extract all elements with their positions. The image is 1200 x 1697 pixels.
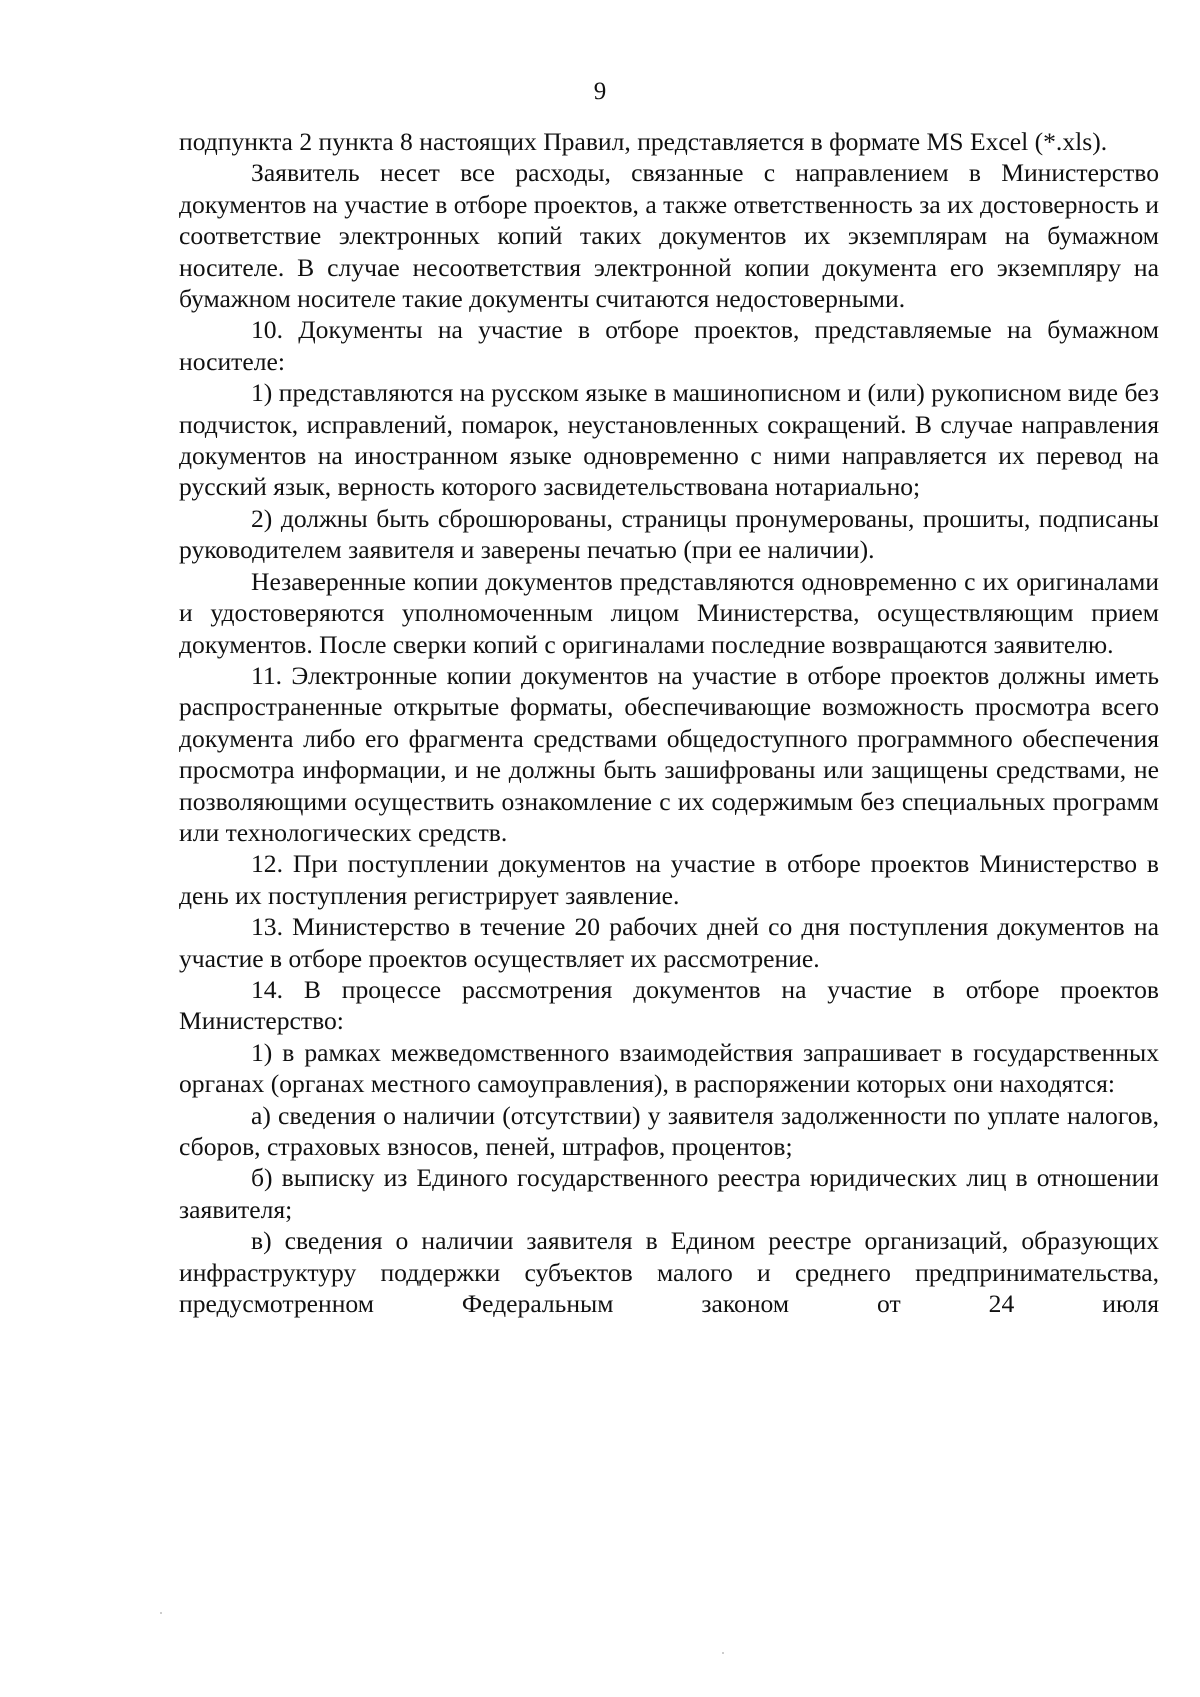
paragraph: 10. Документы на участие в отборе проектов, представляемые на бумажном носителе: [179,315,1159,376]
paragraph: б) выписку из Единого государственного реестра юридических лиц в отношении заявителя; [179,1163,1159,1224]
document-body [179,126,1159,1319]
paragraph: подпункта 2 пункта 8 настоящих Правил, представляется в формате MS Excel (*.xls). [179,127,1108,156]
scan-speck [722,1652,724,1654]
paragraph: 1) представляются на русском языке в машинописном и (или) рукописном виде без подчисток, исправлений, помарок, неустановленных сокращений. В случае направления документов на иностранном языке одновременно с ними направляется их перевод на русский язык, верность которого засвидетельствована нотариально; [179,378,1159,502]
page-number: 9 [593,78,607,105]
paragraph: Незаверенные копии документов представляются одновременно с их оригиналами и удостоверяются уполномоченным лицом Министерства, осуществляющим прием документов. После сверки копий с оригиналами последние возвращаются заявителю. [179,566,1159,659]
paragraph: 12. При поступлении документов на участие в отборе проектов Министерство в день их поступления регистрирует заявление. [179,849,1159,910]
paragraph: 2) должны быть сброшюрованы, страницы пронумерованы, прошиты, подписаны руководителем заявителя и заверены печатью (при ее наличии). [179,503,1159,565]
paragraph: 13. Министерство в течение 20 рабочих дней со дня поступления документов на участие в отборе проектов осуществляет их рассмотрение. [179,912,1159,973]
paragraph: в) сведения о наличии заявителя в Едином реестре организаций, образующих инфраструктуру поддержки субъектов малого и среднего предпринимательства, предусмотренном Федеральным законом от 24 июля [179,1226,1159,1319]
paragraph: 1) в рамках межведомственного взаимодействия запрашивает в государственных органах (органах местного самоуправления), в распоряжении которых они находятся: [179,1037,1159,1099]
scan-speck [160,1612,162,1614]
paragraph: 14. В процессе рассмотрения документов на участие в отборе проектов Министерство: [179,974,1159,1036]
paragraph: а) сведения о наличии (отсутствии) у заявителя задолженности по уплате налогов, сборов, страховых взносов, пеней, штрафов, процентов; [179,1100,1159,1161]
paragraph: Заявитель несет все расходы, связанные с направлением в Министерство документов на участие в отборе проектов, а также ответственность за их достоверность и соответствие электронных копий таких документов их экземплярам на бумажном носителе. В случае несоответствия электронной копии документа его экземпляру на бумажном носителе такие документы считаются недостоверными. [179,158,1159,314]
paragraph: 11. Электронные копии документов на участие в отборе проектов должны иметь распространенные открытые форматы, обеспечивающие возможность просмотра всего документа либо его фрагмента средствами общедоступного программного обеспечения просмотра информации, и не должны быть зашифрованы или защищены средствами, не позволяющими осуществить ознакомление с их содержимым без специальных программ или технологических средств. [179,660,1159,847]
